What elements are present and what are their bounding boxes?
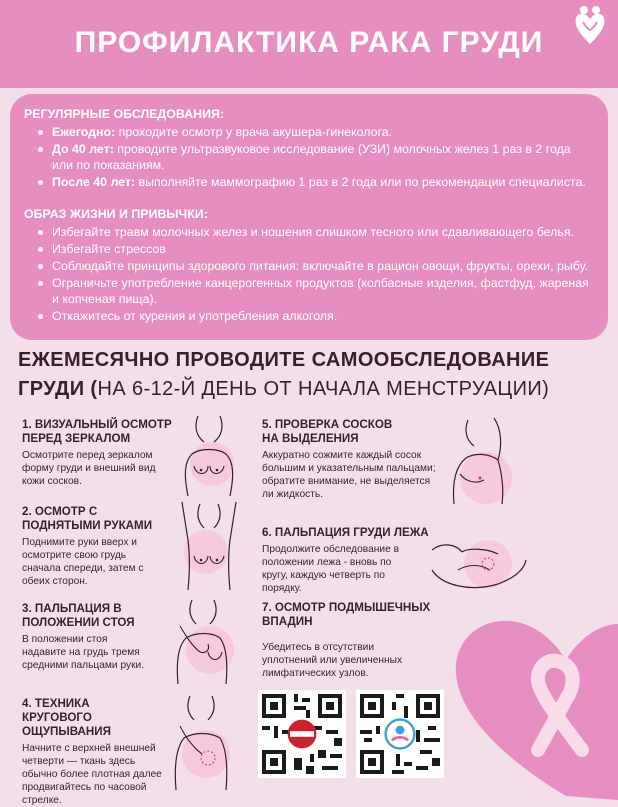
list-item: Избегайте травм молочных желез и ношения слишком тесного или сдавливающего белья. bbox=[24, 224, 594, 240]
heart-ribbon-graphic bbox=[446, 600, 618, 800]
step-text: Продолжите обследование в положении лежа - вновь по кругу, каждую четверть по порядку. bbox=[262, 544, 399, 594]
self-exam-heading-bold: ЕЖЕМЕСЯЧНО ПРОВОДИТЕ САМООБСЛЕДОВАНИЕ ГРУДИ ( bbox=[18, 349, 550, 400]
step-2 bbox=[22, 505, 182, 588]
step-7 bbox=[262, 601, 452, 680]
lying-palpation-illustration bbox=[428, 530, 528, 594]
self-exam-heading-rest: НА 6-12-Й ДЕНЬ ОТ НАЧАЛА МЕНСТРУАЦИИ) bbox=[97, 378, 550, 400]
step-title: 6. ПАЛЬПАЦИЯ ГРУДИ ЛЕЖА bbox=[262, 526, 429, 539]
step-1 bbox=[22, 418, 182, 488]
item-text: выполняйте маммографию 1 раз в 2 года или по рекомендации специалиста. bbox=[135, 175, 586, 189]
step-title: 2. ОСМОТР С ПОДНЯТЫМИ РУКАМИ bbox=[22, 505, 153, 532]
step-title: 7. ОСМОТР ПОДМЫШЕЧНЫХ ВПАДИН bbox=[262, 601, 431, 628]
list-item: Ограничьте употребление канцерогенных продуктов (колбасные изделия, фастфуд, жареная и копченая пища). bbox=[24, 275, 594, 307]
item-label: До 40 лет: bbox=[52, 142, 114, 156]
list-item: Соблюдайте принципы здорового питания: включайте в рацион овощи, фрукты, орехи, рыбу. bbox=[24, 258, 594, 274]
qr-code-2[interactable] bbox=[356, 690, 444, 778]
recommendations-panel bbox=[10, 94, 608, 340]
step-4 bbox=[22, 697, 182, 807]
exams-list bbox=[24, 124, 594, 190]
mirror-exam-illustration bbox=[176, 412, 242, 498]
step-title: 5. ПРОВЕРКА СОСКОВ НА ВЫДЕЛЕНИЯ bbox=[262, 418, 393, 445]
step-text: Начните с верхней внешней четверти — ткань здесь обычно более плотная далее продвигайтесь по часовой стрелке. bbox=[22, 743, 162, 806]
step-5 bbox=[262, 418, 452, 501]
item-text: проходите осмотр у врача акушера-гинеколога. bbox=[115, 125, 393, 139]
step-text: Аккуратно сожмите каждый сосок большим и указательным пальцами; обратите внимание, не выделяется ли жидкость. bbox=[262, 450, 436, 500]
step-text: Осмотрите перед зеркалом форму груди и внешний вид кожи сосков. bbox=[22, 450, 156, 487]
step-title: 1. ВИЗУАЛЬНЫЙ ОСМОТР ПЕРЕД ЗЕРКАЛОМ bbox=[22, 418, 172, 445]
item-text: проводите ультразвуковое исследование (УЗИ) молочных желез 1 раз в 2 года или по показаниям. bbox=[52, 142, 571, 172]
step-text: Убедитесь в отсутствии уплотнений или увеличенных лимфатических узлов. bbox=[262, 642, 403, 679]
self-exam-heading bbox=[18, 346, 608, 404]
logo-icon bbox=[572, 4, 608, 46]
lifestyle-heading: ОБРАЗ ЖИЗНИ И ПРИВЫЧКИ: bbox=[24, 207, 208, 221]
exams-heading: РЕГУЛЯРНЫЕ ОБСЛЕДОВАНИЯ: bbox=[24, 107, 225, 121]
raised-arms-illustration bbox=[176, 500, 242, 592]
list-item: Избегайте стрессов bbox=[24, 241, 594, 257]
step-text: В положении стоя надавите на грудь тремя средними пальцами руки. bbox=[22, 634, 145, 671]
step-3 bbox=[22, 602, 182, 672]
header-banner bbox=[0, 0, 618, 88]
item-label: После 40 лет: bbox=[52, 175, 136, 189]
nipple-check-illustration bbox=[446, 416, 518, 506]
list-item: Откажитесь от курения и употребления алкоголя. bbox=[24, 308, 594, 324]
list-item bbox=[24, 124, 594, 140]
lifestyle-list bbox=[24, 224, 594, 324]
step-text: Поднимите руки вверх и осмотрите свою грудь сначала спереди, затем с обеих сторон. bbox=[22, 537, 144, 587]
qr-code-icon bbox=[356, 690, 444, 778]
item-label: Ежегодно: bbox=[52, 125, 116, 139]
list-item bbox=[24, 141, 594, 173]
step-6 bbox=[262, 526, 452, 595]
standing-palpation-illustration bbox=[170, 596, 240, 686]
page-title: ПРОФИЛАКТИКА РАКА ГРУДИ bbox=[74, 26, 544, 59]
step-title: 3. ПАЛЬПАЦИЯ В ПОЛОЖЕНИИ СТОЯ bbox=[22, 602, 135, 629]
qr-code-icon bbox=[258, 690, 346, 778]
qr-code-1[interactable] bbox=[258, 690, 346, 778]
step-title: 4. ТЕХНИКА КРУГОВОГО ОЩУПЫВАНИЯ bbox=[22, 697, 111, 738]
list-item bbox=[24, 174, 594, 190]
circular-palpation-illustration bbox=[168, 692, 240, 792]
